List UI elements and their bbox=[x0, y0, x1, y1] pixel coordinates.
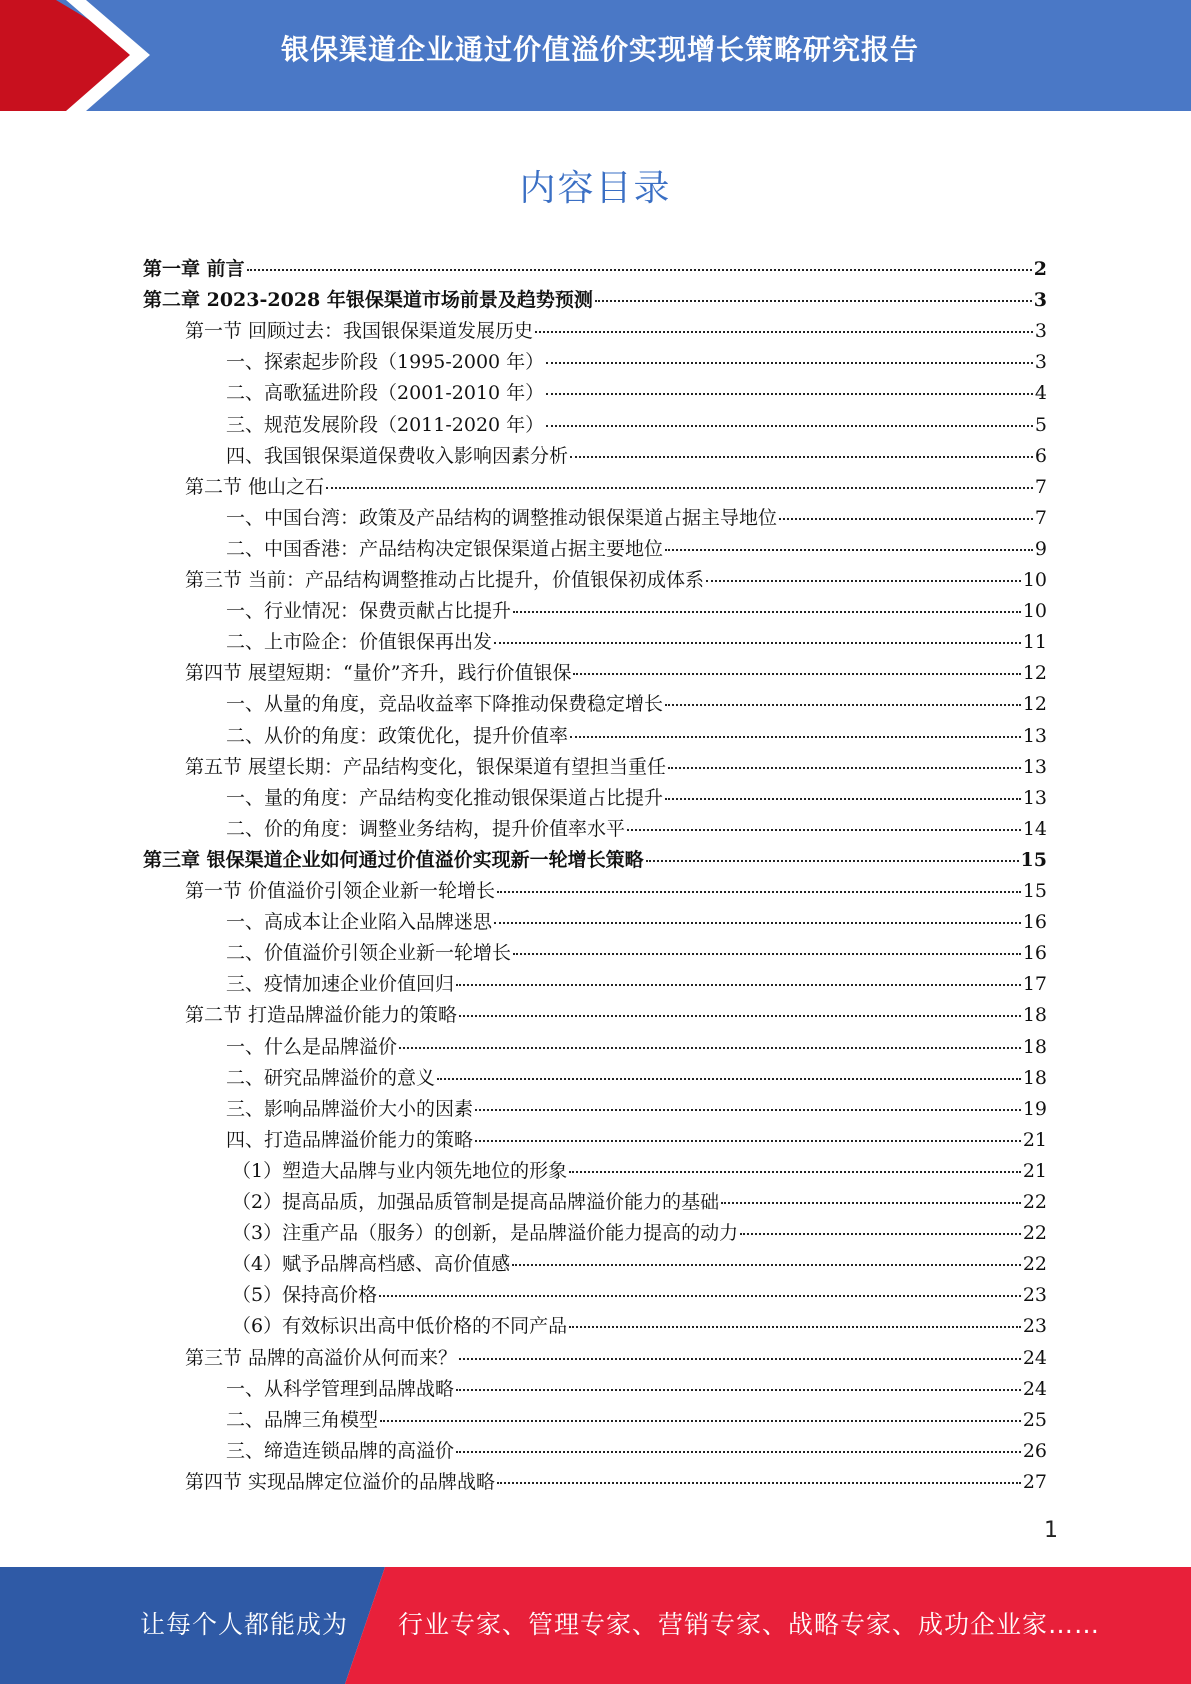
toc-entry-title: （1）塑造大品牌与业内领先地位的形象 bbox=[232, 1159, 568, 1182]
toc-dot-leader bbox=[247, 269, 1032, 271]
toc-entry-title: 第三章 银保渠道企业如何通过价值溢价实现新一轮增长策略 bbox=[143, 848, 644, 871]
toc-entry[interactable] bbox=[232, 1249, 1047, 1280]
toc-dot-leader bbox=[497, 891, 1021, 893]
toc-dot-leader bbox=[535, 331, 1033, 333]
toc-entry-page: 15 bbox=[1020, 848, 1047, 871]
toc-entry[interactable] bbox=[143, 254, 1047, 285]
toc-entry-page: 19 bbox=[1022, 1097, 1047, 1120]
toc-entry-title: 一、什么是品牌溢价 bbox=[226, 1035, 398, 1058]
toc-entry-title: 第一章 前言 bbox=[143, 258, 245, 280]
toc-entry-page: 2 bbox=[1033, 258, 1047, 280]
toc-entry[interactable] bbox=[143, 845, 1047, 876]
toc-heading: 内容目录 bbox=[519, 168, 672, 209]
toc-dot-leader bbox=[665, 798, 1021, 800]
toc-entry-title: 第二章 2023-2028 年银保渠道市场前景及趋势预测 bbox=[143, 289, 593, 312]
toc-entry-title: 二、高歌猛进阶段（2001-2010 年） bbox=[226, 382, 545, 405]
toc-entry-title: 三、影响品牌溢价大小的因素 bbox=[226, 1097, 474, 1120]
toc-entry[interactable] bbox=[185, 472, 1047, 503]
toc-entry[interactable] bbox=[185, 876, 1047, 907]
toc-entry-title: 二、品牌三角模型 bbox=[226, 1408, 379, 1431]
toc-entry-page: 17 bbox=[1022, 973, 1047, 996]
toc-dot-leader bbox=[459, 1358, 1021, 1360]
toc-dot-leader bbox=[512, 1264, 1021, 1266]
toc-entry[interactable] bbox=[232, 1311, 1047, 1342]
toc-entry[interactable] bbox=[185, 1000, 1047, 1031]
toc-entry-title: 一、量的角度：产品结构变化推动银保渠道占比提升 bbox=[226, 786, 664, 809]
footer-slogan-right: 行业专家、管理专家、营销专家、战略专家、成功企业家…… bbox=[398, 1610, 1101, 1639]
toc-entry-page: 11 bbox=[1022, 631, 1047, 654]
toc-dot-leader bbox=[546, 362, 1033, 364]
toc-entry-page: 18 bbox=[1022, 1066, 1047, 1089]
toc-dot-leader bbox=[665, 549, 1033, 551]
toc-dot-leader bbox=[569, 1326, 1021, 1328]
toc-entry-page: 13 bbox=[1022, 755, 1047, 778]
toc-entry-title: 二、研究品牌溢价的意义 bbox=[226, 1066, 436, 1089]
toc-entry-page: 10 bbox=[1022, 569, 1047, 591]
toc-entry-title: 三、规范发展阶段（2011-2020 年） bbox=[226, 413, 545, 436]
toc-entry-page: 13 bbox=[1022, 724, 1047, 747]
toc-entry-title: 第四节 实现品牌定位溢价的品牌战略 bbox=[185, 1470, 496, 1493]
toc-dot-leader bbox=[668, 767, 1021, 769]
toc-entry-title: 第一节 回顾过去：我国银保渠道发展历史 bbox=[185, 320, 534, 343]
toc-entry[interactable] bbox=[226, 1436, 1047, 1467]
toc-entry[interactable] bbox=[232, 1218, 1047, 1249]
toc-entry-title: 第二节 打造品牌溢价能力的策略 bbox=[185, 1004, 458, 1027]
toc-entry-page: 3 bbox=[1034, 320, 1047, 343]
toc-entry-page: 15 bbox=[1022, 880, 1047, 902]
toc-dot-leader bbox=[399, 1047, 1021, 1049]
toc-entry-page: 5 bbox=[1034, 413, 1047, 436]
toc-entry[interactable] bbox=[185, 316, 1047, 347]
toc-entry-page: 23 bbox=[1022, 1315, 1047, 1338]
toc-dot-leader bbox=[721, 1202, 1021, 1204]
toc-entry-title: 三、疫情加速企业价值回归 bbox=[226, 973, 455, 996]
toc-dot-leader bbox=[456, 984, 1021, 986]
toc-entry-page: 22 bbox=[1022, 1222, 1047, 1245]
toc-entry-page: 14 bbox=[1022, 817, 1047, 840]
toc-entry-page: 7 bbox=[1034, 475, 1047, 498]
toc-dot-leader bbox=[513, 953, 1021, 955]
toc-entry[interactable] bbox=[226, 689, 1047, 720]
toc-dot-leader bbox=[546, 393, 1033, 395]
toc-entry-title: 第四节 展望短期：“量价”齐升，践行价值银保 bbox=[185, 662, 572, 685]
toc-dot-leader bbox=[706, 580, 1021, 582]
toc-dot-leader bbox=[379, 1295, 1021, 1297]
toc-entry[interactable] bbox=[226, 907, 1047, 938]
toc-dot-leader bbox=[595, 300, 1032, 302]
report-title: 银保渠道企业通过价值溢价实现增长策略研究报告 bbox=[280, 33, 919, 66]
toc-entry-page: 26 bbox=[1022, 1439, 1047, 1462]
toc-entry-page: 13 bbox=[1022, 786, 1047, 809]
toc-entry-page: 6 bbox=[1034, 444, 1047, 467]
toc-entry[interactable] bbox=[226, 783, 1047, 814]
toc-dot-leader bbox=[326, 487, 1033, 489]
toc-entry-title: （4）赋予品牌高档感、高价值感 bbox=[232, 1253, 511, 1276]
toc-entry[interactable] bbox=[226, 814, 1047, 845]
toc-entry-page: 12 bbox=[1022, 662, 1047, 685]
toc-dot-leader bbox=[627, 829, 1021, 831]
toc-entry[interactable] bbox=[185, 752, 1047, 783]
toc-dot-leader bbox=[570, 736, 1021, 738]
toc-entry-page: 16 bbox=[1022, 942, 1047, 965]
toc-entry-page: 18 bbox=[1022, 1004, 1047, 1027]
toc-entry-page: 10 bbox=[1022, 600, 1047, 623]
toc-entry[interactable] bbox=[226, 1374, 1047, 1405]
toc-entry-page: 3 bbox=[1034, 351, 1047, 374]
toc-dot-leader bbox=[380, 1420, 1021, 1422]
toc-dot-leader bbox=[573, 673, 1020, 675]
toc-entry-page: 4 bbox=[1034, 382, 1047, 405]
toc-entry-title: 一、高成本让企业陷入品牌迷思 bbox=[226, 911, 493, 934]
toc-entry-title: 第三节 品牌的高溢价从何而来？ bbox=[185, 1346, 458, 1369]
toc-entry[interactable] bbox=[226, 969, 1047, 1000]
toc-dot-leader bbox=[459, 1015, 1021, 1017]
toc-entry[interactable] bbox=[185, 658, 1047, 689]
toc-entry[interactable] bbox=[185, 1343, 1047, 1374]
toc-entry[interactable] bbox=[226, 503, 1047, 534]
toc-entry-page: 27 bbox=[1022, 1470, 1047, 1493]
toc-entry[interactable] bbox=[226, 596, 1047, 627]
toc-dot-leader bbox=[546, 425, 1033, 427]
toc-entry-title: （2）提高品质，加强品质管制是提高品牌溢价能力的基础 bbox=[232, 1191, 720, 1213]
toc-dot-leader bbox=[456, 1451, 1021, 1453]
toc-dot-leader bbox=[740, 1233, 1021, 1235]
toc-entry-title: 第一节 价值溢价引领企业新一轮增长 bbox=[185, 880, 496, 902]
page-number: 1 bbox=[1044, 1518, 1058, 1543]
toc-entry[interactable] bbox=[226, 441, 1047, 472]
toc-entry[interactable] bbox=[185, 565, 1047, 596]
toc-entry[interactable] bbox=[226, 627, 1047, 658]
toc-dot-leader bbox=[646, 860, 1019, 862]
toc-entry-page: 3 bbox=[1033, 289, 1047, 312]
toc-entry-title: 二、价值溢价引领企业新一轮增长 bbox=[226, 942, 512, 965]
toc-entry[interactable] bbox=[232, 1280, 1047, 1311]
toc-entry-title: 一、探索起步阶段（1995-2000 年） bbox=[226, 351, 545, 374]
toc-entry-title: 第三节 当前：产品结构调整推动占比提升，价值银保初成体系 bbox=[185, 569, 705, 591]
toc-dot-leader bbox=[494, 642, 1021, 644]
toc-dot-leader bbox=[513, 611, 1021, 613]
toc-dot-leader bbox=[779, 518, 1033, 520]
toc-entry-page: 9 bbox=[1034, 537, 1047, 560]
toc-dot-leader bbox=[437, 1078, 1021, 1080]
toc-entry[interactable] bbox=[226, 410, 1047, 441]
toc-entry-title: 二、上市险企：价值银保再出发 bbox=[226, 631, 493, 654]
toc-dot-leader bbox=[569, 1171, 1021, 1173]
toc-entry-page: 25 bbox=[1022, 1408, 1047, 1431]
toc-entry-page: 22 bbox=[1022, 1191, 1047, 1213]
toc-entry-title: （5）保持高价格 bbox=[232, 1284, 378, 1307]
footer-slogan-left: 让每个人都能成为 bbox=[140, 1610, 349, 1639]
toc-dot-leader bbox=[475, 1140, 1021, 1142]
toc-entry-page: 18 bbox=[1022, 1035, 1047, 1058]
toc-entry-page: 21 bbox=[1022, 1159, 1047, 1182]
page-footer bbox=[0, 1567, 1191, 1684]
toc-entry-title: 四、我国银保渠道保费收入影响因素分析 bbox=[226, 444, 569, 467]
toc-entry-title: 二、从价的角度：政策优化，提升价值率 bbox=[226, 724, 569, 747]
toc-entry-title: 一、中国台湾：政策及产品结构的调整推动银保渠道占据主导地位 bbox=[226, 506, 778, 529]
toc-entry[interactable] bbox=[143, 285, 1047, 316]
toc-entry-page: 21 bbox=[1022, 1128, 1047, 1151]
toc-entry-title: 三、缔造连锁品牌的高溢价 bbox=[226, 1439, 455, 1462]
toc-entry-title: 第五节 展望长期：产品结构变化，银保渠道有望担当重任 bbox=[185, 755, 667, 778]
toc-dot-leader bbox=[456, 1389, 1021, 1391]
toc-entry[interactable] bbox=[232, 1156, 1047, 1187]
toc-entry-title: 二、中国香港：产品结构决定银保渠道占据主要地位 bbox=[226, 537, 664, 560]
toc-entry[interactable] bbox=[226, 347, 1047, 378]
toc-entry[interactable] bbox=[226, 1125, 1047, 1156]
toc-entry[interactable] bbox=[226, 1094, 1047, 1125]
toc-entry-page: 7 bbox=[1034, 506, 1047, 529]
toc-dot-leader bbox=[494, 922, 1021, 924]
toc-entry-page: 12 bbox=[1022, 693, 1047, 716]
toc-entry-title: 第二节 他山之石 bbox=[185, 475, 325, 498]
toc-dot-leader bbox=[570, 456, 1033, 458]
page-header bbox=[0, 0, 1191, 111]
toc-dot-leader bbox=[475, 1109, 1021, 1111]
toc-dot-leader bbox=[497, 1482, 1021, 1484]
toc-entry[interactable] bbox=[226, 1063, 1047, 1094]
toc-entry[interactable] bbox=[226, 1032, 1047, 1063]
toc-entry-title: （3）注重产品（服务）的创新，是品牌溢价能力提高的动力 bbox=[232, 1222, 739, 1245]
toc-entry-title: 一、行业情况：保费贡献占比提升 bbox=[226, 600, 512, 623]
toc-dot-leader bbox=[665, 704, 1021, 706]
toc-entry-title: 二、价的角度：调整业务结构，提升价值率水平 bbox=[226, 817, 626, 840]
toc-entry-page: 23 bbox=[1022, 1284, 1047, 1307]
toc-entry-page: 24 bbox=[1022, 1346, 1047, 1369]
toc-entry[interactable] bbox=[232, 1187, 1047, 1218]
toc-entry[interactable] bbox=[226, 1405, 1047, 1436]
toc-entry[interactable] bbox=[226, 938, 1047, 969]
toc-entry-title: （6）有效标识出高中低价格的不同产品 bbox=[232, 1315, 568, 1338]
toc-entry-page: 16 bbox=[1022, 911, 1047, 934]
toc-entry-page: 24 bbox=[1022, 1377, 1047, 1400]
toc-entry[interactable] bbox=[226, 721, 1047, 752]
toc-entry[interactable] bbox=[226, 378, 1047, 409]
toc-entry-title: 一、从科学管理到品牌战略 bbox=[226, 1377, 455, 1400]
toc-entry-title: 一、从量的角度，竞品收益率下降推动保费稳定增长 bbox=[226, 693, 664, 716]
toc-entry-page: 22 bbox=[1022, 1253, 1047, 1276]
toc-entry[interactable] bbox=[185, 1467, 1047, 1498]
toc-entry[interactable] bbox=[226, 534, 1047, 565]
toc-entry-title: 四、打造品牌溢价能力的策略 bbox=[226, 1128, 474, 1151]
